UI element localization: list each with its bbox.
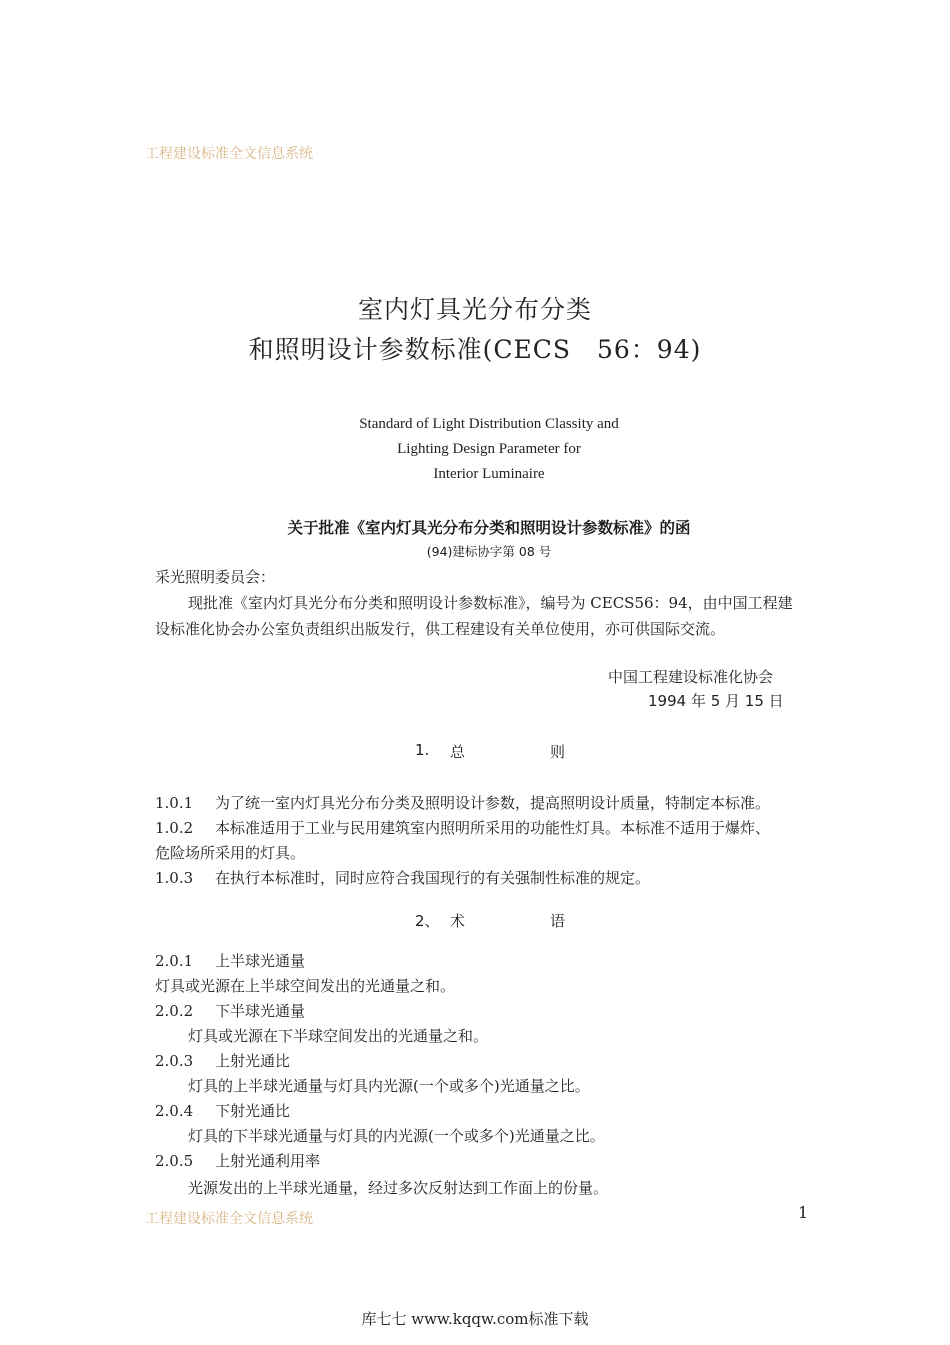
clause-number: 1.0.3 [155,869,194,887]
clause-1-0-1 [155,792,770,813]
term-name: 上射光通比 [215,1052,291,1070]
section1-num: 1. [415,741,430,759]
section2-num: 2、 [415,912,440,930]
term-name: 下射光通比 [215,1102,291,1120]
clause-number: 1.0.1 [155,794,194,812]
watermark-top: 工程建设标准全文信息系统 [145,146,313,162]
letter-addressee: 采光照明委员会： [155,568,276,586]
term-number: 2.0.4 [155,1102,194,1120]
clause-1-0-3 [155,867,650,888]
section1-title-a: 总 [450,743,466,761]
clause-text: 在执行本标准时，同时应符合我国现行的有关强制性标准的规定。 [215,869,651,887]
footer-download-source: 库七七 www.kqqw.com标准下载 [361,1310,589,1328]
clause-text: 本标准适用于工业与民用建筑室内照明所采用的功能性灯具。本标准不适用于爆炸、 [215,819,771,837]
watermark-bottom: 工程建设标准全文信息系统 [145,1211,313,1227]
term-name: 上射光通利用率 [215,1152,321,1170]
term-number: 2.0.5 [155,1152,194,1170]
section1-title-b: 则 [550,743,566,761]
term-2-0-2-definition: 灯具或光源在下半球空间发出的光通量之和。 [188,1027,489,1045]
term-2-0-2 [155,1000,305,1021]
document-title-line2: 和照明设计参数标准(CECS 56：94) [248,335,702,364]
term-2-0-5 [155,1150,320,1171]
term-name: 上半球光通量 [215,952,306,970]
term-2-0-4 [155,1100,290,1121]
term-number: 2.0.1 [155,952,194,970]
clause-1-0-2 [155,817,770,838]
english-title-line2: Lighting Design Parameter for [397,441,581,457]
page-number: 1 [798,1203,809,1222]
letter-signer: 中国工程建设标准化协会 [608,668,774,686]
english-title-line1: Standard of Light Distribution Classity and [359,416,619,432]
term-2-0-1-definition: 灯具或光源在上半球空间发出的光通量之和。 [155,977,456,995]
term-2-0-3 [155,1050,290,1071]
letter-body-line2: 设标准化协会办公室负责组织出版发行，供工程建设有关单位使用，亦可供国际交流。 [155,620,726,638]
clause-text: 为了统一室内灯具光分布分类及照明设计参数，提高照明设计质量，特制定本标准。 [215,794,771,812]
letter-title: 关于批准《室内灯具光分布分类和照明设计参数标准》的函 [287,519,691,537]
letter-number: (94)建标协字第 08 号 [426,544,552,559]
letter-body-line1: 现批准《室内灯具光分布分类和照明设计参数标准》，编号为 CECS56：94，由中国工程建 [188,594,793,612]
section2-title-b: 语 [550,912,566,930]
term-2-0-1 [155,950,305,971]
clause-1-0-2-continued: 危险场所采用的灯具。 [155,844,306,862]
english-title-line3: Interior Luminaire [433,466,545,482]
term-2-0-5-definition: 光源发出的上半球光通量，经过多次反射达到工作面上的份量。 [188,1179,609,1197]
term-2-0-3-definition: 灯具的上半球光通量与灯具内光源(一个或多个)光通量之比。 [188,1077,590,1095]
term-2-0-4-definition: 灯具的下半球光通量与灯具的内光源(一个或多个)光通量之比。 [188,1127,605,1145]
document-title-line1: 室内灯具光分布分类 [357,295,592,324]
term-number: 2.0.3 [155,1052,194,1070]
letter-date: 1994 年 5 月 15 日 [648,692,784,710]
clause-number: 1.0.2 [155,819,194,837]
term-name: 下半球光通量 [215,1002,306,1020]
term-number: 2.0.2 [155,1002,194,1020]
section2-title-a: 术 [450,912,466,930]
